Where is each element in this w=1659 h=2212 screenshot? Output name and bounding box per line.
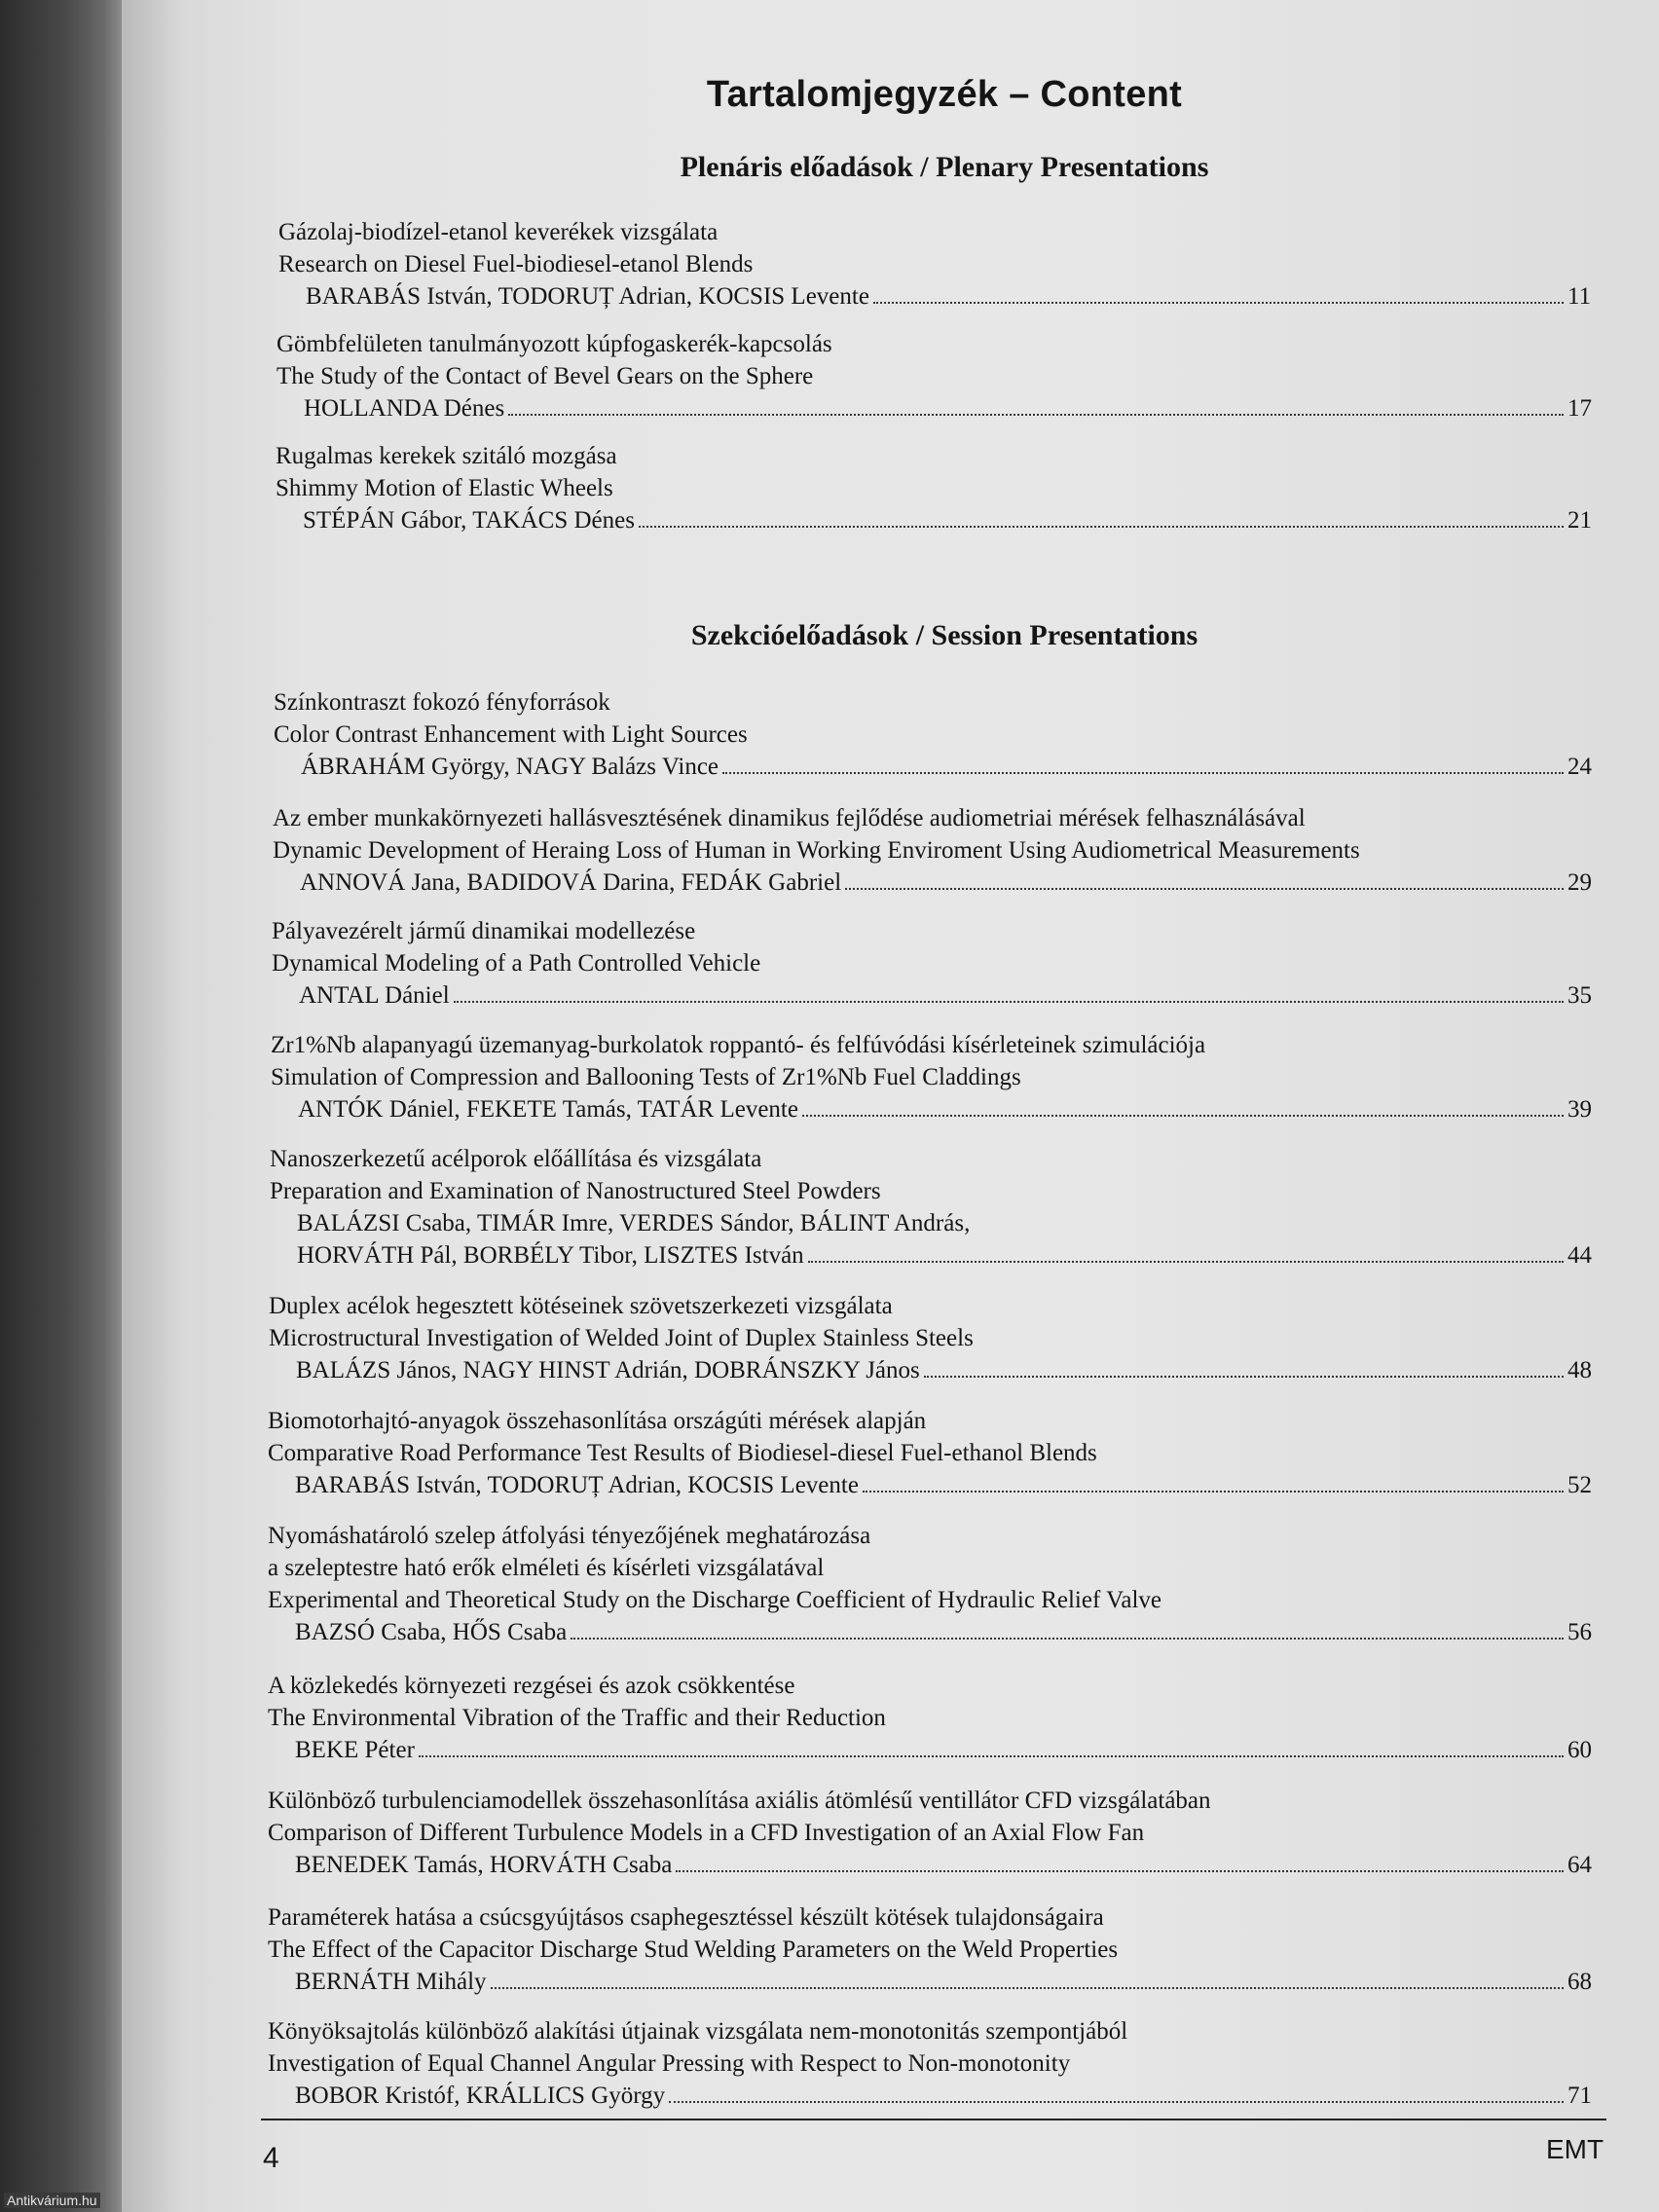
entry-page-number: 21 bbox=[1567, 507, 1592, 534]
entry-page-number: 56 bbox=[1567, 1619, 1592, 1645]
footer-rule bbox=[261, 2119, 1606, 2120]
entry-authors: BENEDEK Tamás, HORVÁTH Csaba bbox=[295, 1852, 673, 1878]
dot-leader bbox=[808, 1261, 1564, 1263]
watermark-text: Antikvárium.hu bbox=[4, 2193, 100, 2208]
entry-title-hu: Pályavezérelt jármű dinamikai modellezése bbox=[272, 918, 696, 944]
dot-leader bbox=[722, 772, 1564, 774]
dot-leader bbox=[863, 1491, 1564, 1493]
toc-entry bbox=[274, 686, 1603, 783]
toc-entry bbox=[268, 1670, 1603, 1766]
footer-org-label: EMT bbox=[1546, 2134, 1604, 2164]
dot-leader bbox=[454, 1001, 1564, 1003]
entry-authors: ANTÓK Dániel, FEKETE Tamás, TATÁR Levente bbox=[298, 1096, 798, 1123]
entry-authors: HORVÁTH Pál, BORBÉLY Tibor, LISZTES István bbox=[297, 1242, 804, 1269]
entry-title-en: Research on Diesel Fuel-biodiesel-etanol Blends bbox=[278, 251, 754, 277]
entry-authors: STÉPÁN Gábor, TAKÁCS Dénes bbox=[303, 507, 635, 534]
entry-page-number: 68 bbox=[1567, 1969, 1592, 1995]
entry-title-hu: Gömbfelületen tanulmányozott kúpfogaskerék-kapcsolás bbox=[276, 331, 832, 357]
entry-title-en: Experimental and Theoretical Study on the Discharge Coefficient of Hydraulic Relief Valve bbox=[268, 1587, 1162, 1613]
entry-title-en: Preparation and Examination of Nanostructured Steel Powders bbox=[270, 1178, 881, 1204]
entry-title-en: Dynamic Development of Heraing Loss of Human in Working Enviroment Using Audiometrical Measurements bbox=[273, 837, 1360, 864]
dot-leader bbox=[491, 1987, 1564, 1989]
entry-title-en: The Study of the Contact of Bevel Gears on the Sphere bbox=[276, 363, 814, 389]
entry-title-hu: Könyöksajtolás különböző alakítási útjainak vizsgálata nem-monotonitás szempontjából bbox=[268, 2018, 1128, 2045]
entry-authors: BALÁZS János, NAGY HINST Adrián, DOBRÁNSZKY János bbox=[296, 1357, 920, 1383]
footer-page-number: 4 bbox=[263, 2142, 279, 2174]
toc-entry bbox=[270, 1143, 1603, 1272]
dot-leader bbox=[419, 1755, 1564, 1757]
entry-title-hu: Biomotorhajtó-anyagok összehasonlítása országúti mérések alapján bbox=[268, 1408, 927, 1434]
toc-entry bbox=[276, 440, 1603, 536]
entry-authors: ÁBRAHÁM György, NAGY Balázs Vince bbox=[301, 754, 719, 780]
entry-title-en: Dynamical Modeling of a Path Controlled Vehicle bbox=[272, 950, 761, 977]
entry-page-number: 64 bbox=[1567, 1852, 1592, 1878]
entry-page-number: 17 bbox=[1567, 395, 1592, 422]
toc-entry bbox=[273, 802, 1603, 899]
entry-authors: BEKE Péter bbox=[295, 1737, 415, 1763]
entry-title-hu: Rugalmas kerekek szitáló mozgása bbox=[276, 443, 617, 469]
page-title: Tartalomjegyzék – Content bbox=[706, 74, 1183, 115]
entry-title-hu: A közlekedés környezeti rezgései és azok csökkentése bbox=[268, 1673, 795, 1699]
toc-entry bbox=[268, 2015, 1603, 2112]
toc-entry bbox=[268, 1405, 1603, 1501]
entry-authors: BOBOR Kristóf, KRÁLLICS György bbox=[295, 2083, 666, 2109]
entry-title-hu: Különböző turbulenciamodellek összehasonlítása axiális átömlésű ventillátor CFD vizsgálatában bbox=[268, 1788, 1211, 1814]
entry-authors: HOLLANDA Dénes bbox=[304, 395, 505, 422]
entry-page-number: 29 bbox=[1567, 869, 1592, 896]
entry-title-en: Investigation of Equal Channel Angular Pressing with Respect to Non-monotonity bbox=[268, 2050, 1071, 2077]
entry-title-hu: Az ember munkakörnyezeti hallásvesztésének dinamikus fejlődése audiometriai mérések felhasználásával bbox=[273, 805, 1306, 831]
entry-title-hu-cont: a szeleptestre ható erők elméleti és kísérleti vizsgálatával bbox=[268, 1555, 825, 1581]
entry-title-hu: Színkontraszt fokozó fényforrások bbox=[274, 689, 610, 716]
dot-leader bbox=[873, 302, 1564, 304]
entry-authors: BERNÁTH Mihály bbox=[295, 1969, 487, 1995]
entry-authors: BARABÁS István, TODORUȚ Adrian, KOCSIS Levente bbox=[306, 283, 869, 310]
dot-leader bbox=[639, 526, 1564, 528]
toc-entry bbox=[268, 1901, 1603, 1998]
entry-title-hu: Duplex acélok hegesztett kötéseinek szövetszerkezeti vizsgálata bbox=[269, 1293, 893, 1319]
entry-title-en: Color Contrast Enhancement with Light Sources bbox=[274, 721, 748, 748]
toc-entry bbox=[271, 1029, 1603, 1125]
entry-authors: BARABÁS István, TODORUȚ Adrian, KOCSIS Levente bbox=[295, 1472, 859, 1498]
entry-page-number: 71 bbox=[1567, 2083, 1592, 2109]
entry-page-number: 44 bbox=[1567, 1242, 1592, 1269]
entry-title-en: Comparison of Different Turbulence Models in a CFD Investigation of an Axial Flow Fan bbox=[268, 1820, 1145, 1846]
entry-title-en: Comparative Road Performance Test Results of Biodiesel-diesel Fuel-ethanol Blends bbox=[268, 1440, 1097, 1466]
toc-entry bbox=[268, 1785, 1603, 1881]
dot-leader bbox=[924, 1376, 1564, 1378]
entry-authors: ANNOVÁ Jana, BADIDOVÁ Darina, FEDÁK Gabriel bbox=[300, 869, 842, 896]
entry-title-en: The Effect of the Capacitor Discharge Stud Welding Parameters on the Weld Properties bbox=[268, 1936, 1119, 1963]
book-binding-shadow bbox=[0, 0, 122, 2212]
entry-page-number: 48 bbox=[1567, 1357, 1592, 1383]
toc-entry bbox=[276, 328, 1603, 424]
entry-title-en: The Environmental Vibration of the Traffic and their Reduction bbox=[268, 1705, 886, 1731]
entry-title-hu: Nyomáshatároló szelep átfolyási tényezőjének meghatározása bbox=[268, 1523, 871, 1549]
session-heading: Szekcióelőadások / Session Presentations bbox=[690, 619, 1198, 651]
entry-authors: ANTAL Dániel bbox=[299, 982, 450, 1009]
entry-title-hu: Paraméterek hatása a csúcsgyújtásos csaphegesztéssel készült kötések tulajdonságaira bbox=[268, 1904, 1104, 1931]
dot-leader bbox=[571, 1638, 1564, 1640]
dot-leader bbox=[676, 1870, 1564, 1872]
entry-page-number: 35 bbox=[1567, 982, 1592, 1009]
toc-entry bbox=[268, 1520, 1603, 1648]
entry-title-en: Simulation of Compression and Ballooning Tests of Zr1%Nb Fuel Claddings bbox=[271, 1064, 1021, 1090]
entry-title-hu: Gázolaj-biodízel-etanol keverékek vizsgálata bbox=[278, 219, 719, 245]
entry-authors: BAZSÓ Csaba, HŐS Csaba bbox=[295, 1619, 568, 1645]
entry-authors-line1: BALÁZSI Csaba, TIMÁR Imre, VERDES Sándor, BÁLINT András, bbox=[297, 1210, 971, 1236]
entry-page-number: 39 bbox=[1567, 1096, 1592, 1123]
entry-page-number: 24 bbox=[1567, 754, 1592, 780]
entry-page-number: 11 bbox=[1567, 283, 1592, 310]
plenary-heading: Plenáris előadások / Plenary Presentations bbox=[680, 151, 1209, 183]
toc-entry bbox=[272, 915, 1603, 1012]
entry-title-en: Shimmy Motion of Elastic Wheels bbox=[276, 475, 613, 501]
dot-leader bbox=[802, 1115, 1564, 1117]
entry-title-hu: Zr1%Nb alapanyagú üzemanyag-burkolatok roppantó- és felfúvódási kísérleteinek szimulációja bbox=[271, 1032, 1206, 1058]
entry-title-hu: Nanoszerkezetű acélporok előállítása és vizsgálata bbox=[270, 1146, 762, 1172]
dot-leader bbox=[845, 888, 1564, 890]
toc-entry bbox=[278, 216, 1603, 313]
toc-entry bbox=[269, 1290, 1603, 1386]
entry-page-number: 60 bbox=[1567, 1737, 1592, 1763]
dot-leader bbox=[669, 2101, 1564, 2103]
dot-leader bbox=[508, 414, 1564, 416]
entry-title-en: Microstructural Investigation of Welded Joint of Duplex Stainless Steels bbox=[269, 1325, 974, 1351]
entry-page-number: 52 bbox=[1567, 1472, 1592, 1498]
